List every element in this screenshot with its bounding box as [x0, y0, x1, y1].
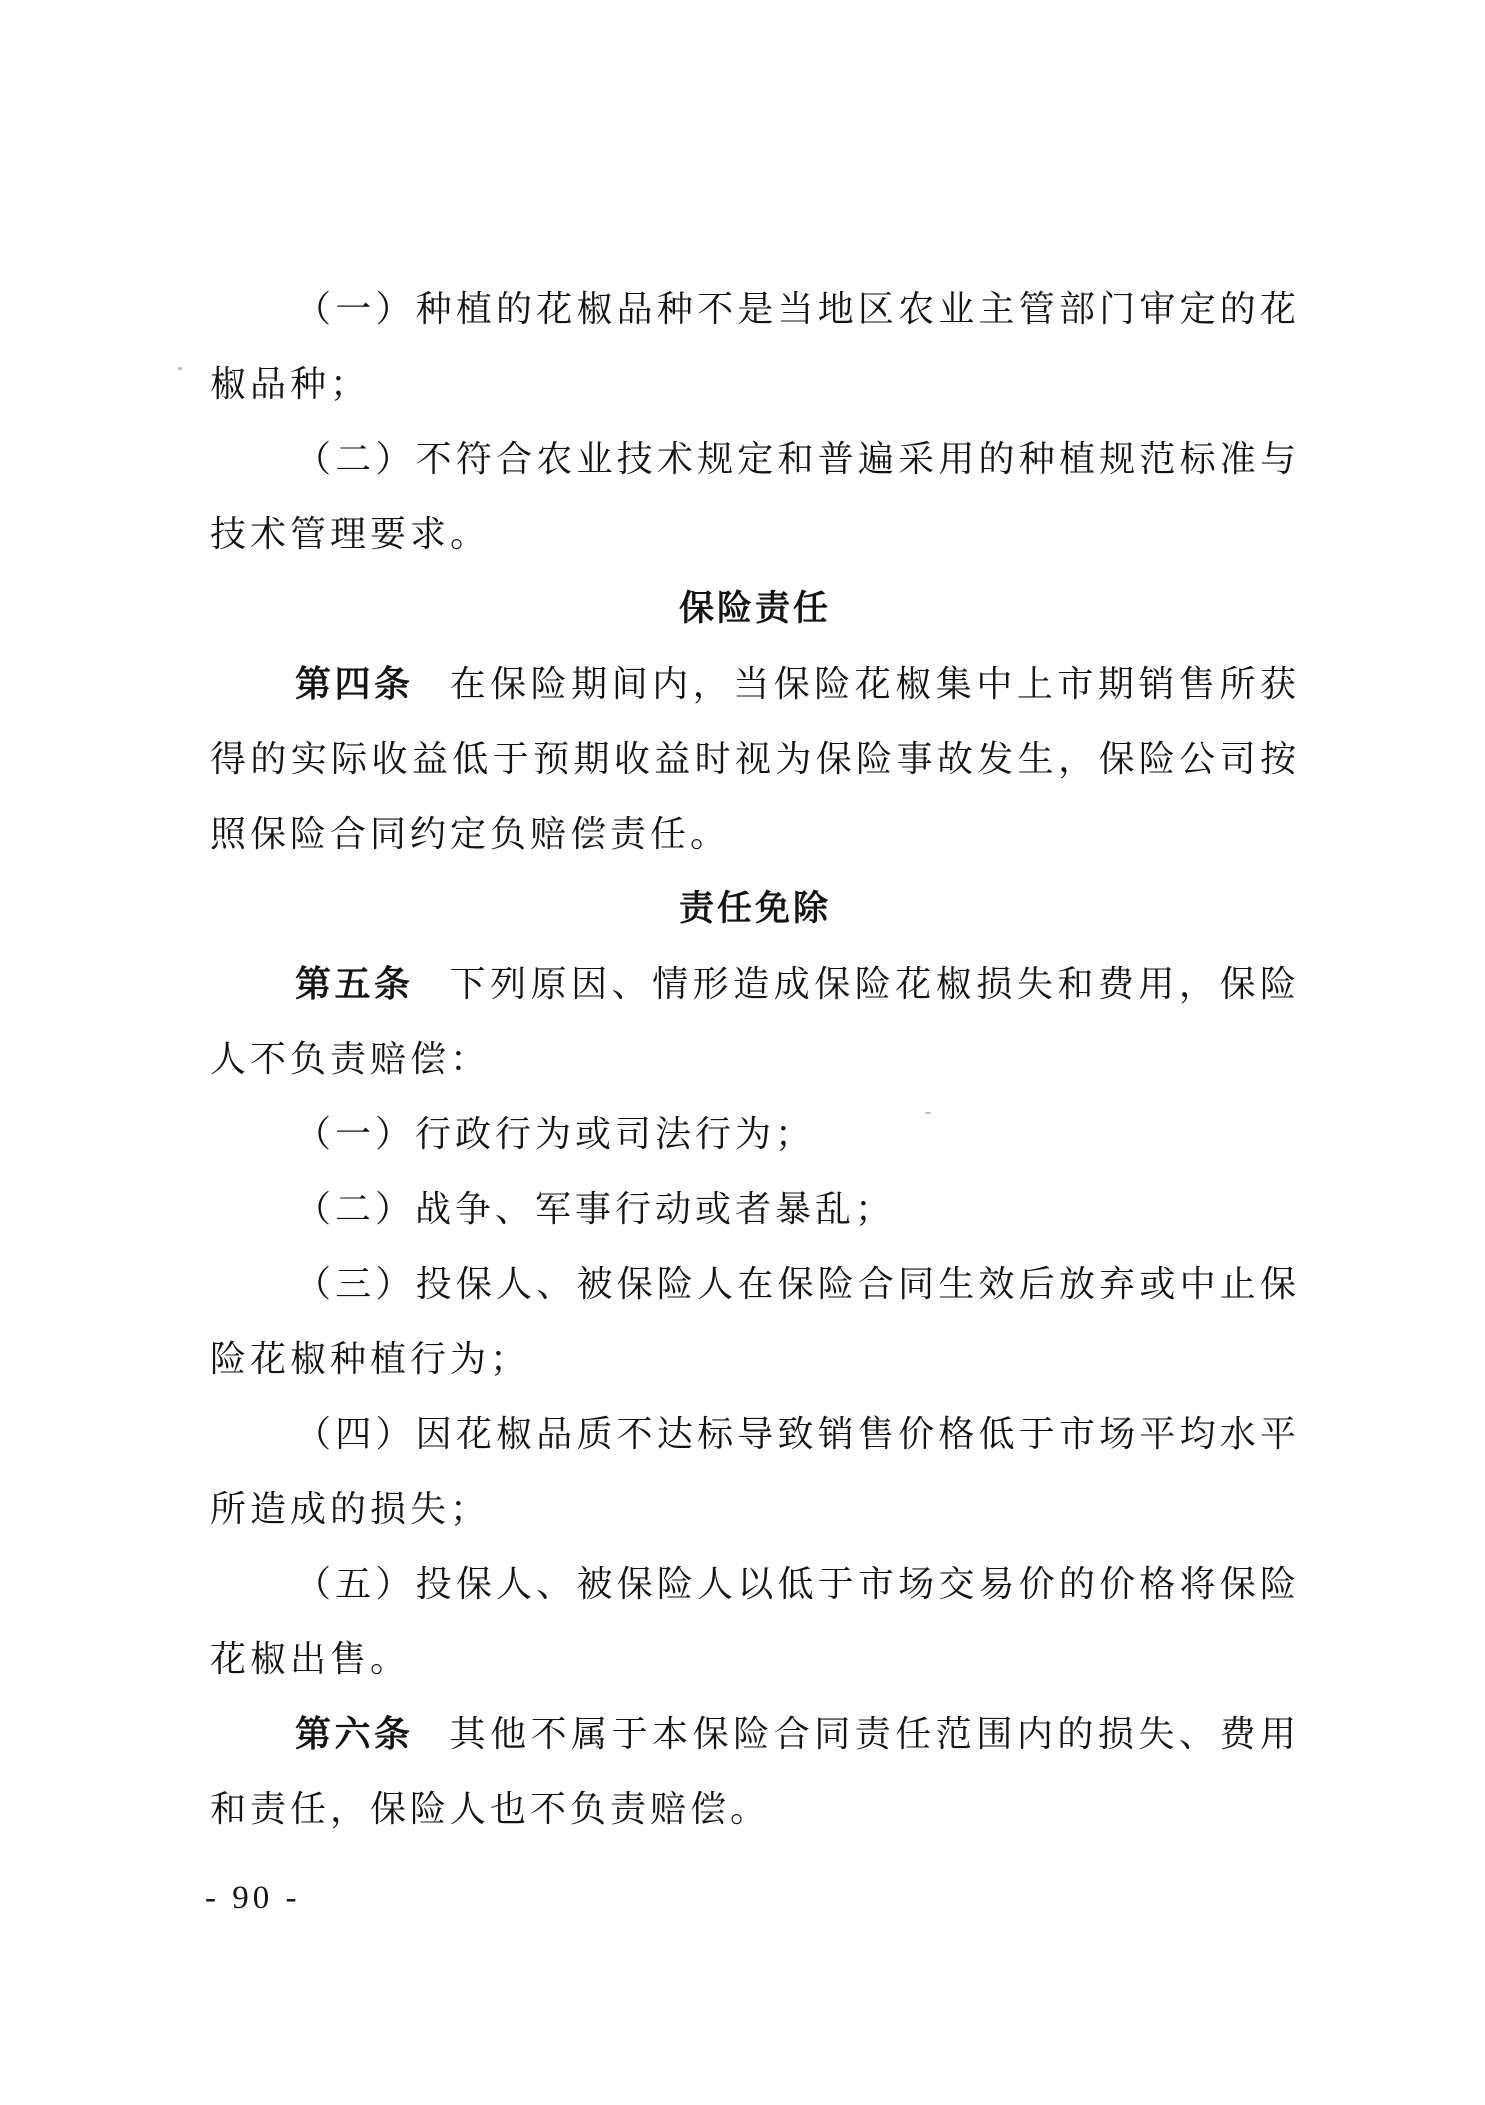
- article-four: [210, 647, 1300, 872]
- article-six-text: 其他不属于本保险合同责任范围内的损失、费用和责任，保险人也不负责赔偿。: [210, 1714, 1300, 1830]
- article-five-text: 下列原因、情形造成保险花椒损失和费用，保险人不负责赔偿：: [210, 964, 1300, 1080]
- page-number: - 90 -: [205, 1880, 301, 1916]
- article-four-text: 在保险期间内，当保险花椒集中上市期销售所获得的实际收益低于预期收益时视为保险事故发生，保险公司按照保险合同约定负赔偿责任。: [210, 664, 1300, 855]
- exclusion-item-1: （一）行政行为或司法行为；: [295, 1114, 816, 1155]
- scan-speck: [178, 367, 182, 370]
- exclusion-item-2: （二）战争、军事行动或者暴乱；: [295, 1189, 896, 1230]
- section-heading-liability: 保险责任: [678, 589, 831, 629]
- article-four-label: 第四条: [295, 664, 414, 705]
- item-top-2: （二）不符合农业技术规定和普遍采用的种植规范标准与技术管理要求。: [210, 439, 1300, 555]
- article-five-label: 第五条: [295, 964, 414, 1005]
- section-heading-exclusion: 责任免除: [678, 889, 831, 929]
- item-top-1: （一）种植的花椒品种不是当地区农业主管部门审定的花椒品种；: [210, 289, 1300, 405]
- article-five: [210, 947, 1300, 1097]
- exclusion-item-3: （三）投保人、被保险人在保险合同生效后放弃或中止保险花椒种植行为；: [210, 1264, 1300, 1380]
- article-six-label: 第六条: [295, 1714, 414, 1755]
- article-six: [210, 1697, 1300, 1847]
- exclusion-item-5: （五）投保人、被保险人以低于市场交易价的价格将保险花椒出售。: [210, 1564, 1300, 1680]
- exclusion-item-4: （四）因花椒品质不达标导致销售价格低于市场平均水平所造成的损失；: [210, 1414, 1300, 1530]
